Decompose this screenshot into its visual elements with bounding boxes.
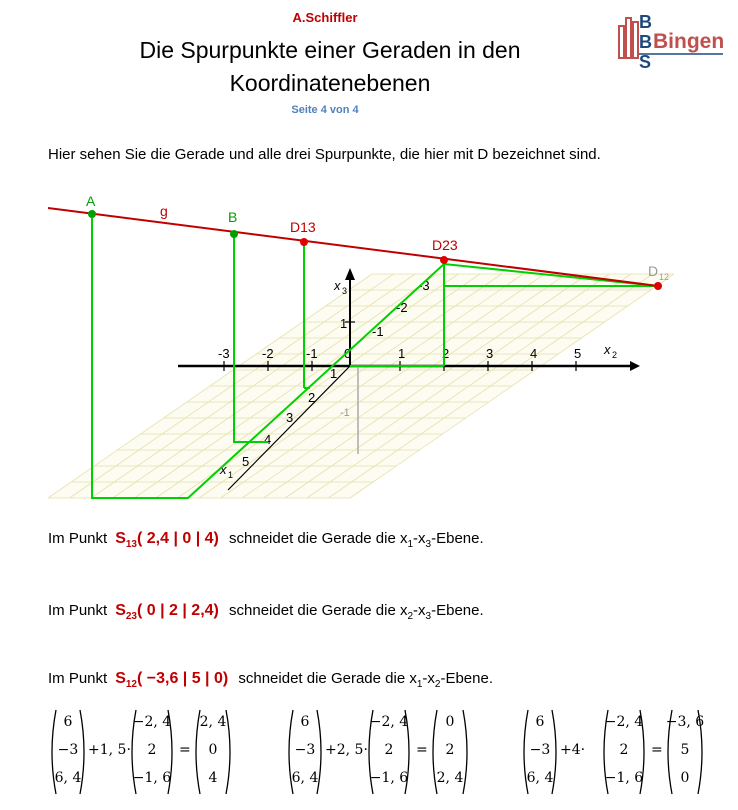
logo-letter-b2: B: [639, 32, 652, 52]
label-g: g: [160, 203, 168, 219]
diag-tick: -2: [396, 300, 408, 315]
result-prefix: Im Punkt: [48, 530, 108, 547]
vector-entry: 6, 4: [526, 770, 554, 786]
x2-tick: 5: [574, 346, 582, 361]
result-row-s13: Im Punkt $S_{13}$( 2,4 | 0 | 4) schneidet die Gerade die $x_1-x_3$-Ebene.: [48, 530, 484, 551]
x2-tick: 0: [344, 346, 352, 361]
equation-3: [520, 708, 730, 796]
equals-sign: =: [179, 742, 191, 758]
title-line-1: Die Spurpunkte einer Geraden in den: [139, 37, 521, 63]
point-d13: [300, 238, 308, 246]
x3-tick-negative: -1: [340, 407, 350, 419]
page-number: Seite 4 von 4: [291, 104, 359, 116]
equals-sign: =: [651, 742, 663, 758]
vector-entry: −3, 6: [665, 714, 705, 730]
vector-entry: −1, 6: [604, 770, 644, 786]
result-row-s12: Im Punkt $S_{12}( -3,6$ | 5 | 0) schneidet die Gerade die $x_1-x_2$-Ebene.: [48, 670, 493, 691]
x2-axis-label-sub: 2: [612, 350, 618, 360]
vector-entry: −2, 4: [369, 714, 409, 730]
result-text: schneidet die Gerade die x: [229, 602, 408, 619]
point-s12: $S_{12}( -3,6$ | 5 | 0): [115, 670, 229, 691]
x1-tick: 3: [286, 410, 294, 425]
equals-sign: =: [416, 742, 428, 758]
label-d13: D13: [290, 219, 316, 235]
vector-entry: 0: [208, 742, 218, 758]
label-d12: D: [648, 263, 659, 279]
vector: [520, 708, 560, 796]
result-text: schneidet die Gerade die x: [238, 670, 417, 687]
vector-entry: 2: [147, 742, 157, 758]
vector-entry: 4: [208, 770, 218, 786]
x2-tick: 4: [530, 346, 538, 361]
vector-entry: 2, 4: [436, 770, 464, 786]
x2-tick: -1: [306, 346, 318, 361]
point-b: [230, 230, 238, 238]
vector: [192, 708, 234, 796]
intro-text: Hier sehen Sie die Gerade und alle drei Spurpunkte, die hier mit D bezeichnet sind.: [48, 146, 601, 163]
x3-tick: 1: [340, 316, 348, 331]
x1-axis-label: x: [220, 462, 227, 477]
vector-entry: −1, 6: [132, 770, 172, 786]
spurpunkte-figure: [48, 190, 674, 500]
vector: [664, 708, 706, 796]
x2-tick: 3: [486, 346, 494, 361]
vector-entry: −2, 4: [132, 714, 172, 730]
vector-entry: 2: [384, 742, 394, 758]
diag-tick: -1: [372, 324, 384, 339]
vector-entry: −1, 6: [369, 770, 409, 786]
x3-axis-label: x: [334, 278, 341, 293]
vector-entry: 2: [619, 742, 629, 758]
x2-tick: 1: [398, 346, 406, 361]
equation-1: [48, 708, 258, 796]
point-s13: $S_{13}$( 2,4 | 0 | 4): [115, 530, 219, 551]
label-d12-sub: 12: [659, 272, 670, 282]
vector: [285, 708, 325, 796]
logo-letter-b1: B: [639, 12, 652, 32]
operator: +4·: [560, 742, 586, 758]
x1-tick: 1: [330, 366, 338, 381]
vector-entry: 6: [63, 714, 73, 730]
point-a: [88, 210, 96, 218]
vector-entry: 0: [680, 770, 690, 786]
logo-text: Bingen: [653, 30, 725, 53]
vector: [429, 708, 471, 796]
vector-entry: 6, 4: [54, 770, 82, 786]
vector-entry: −3: [57, 742, 79, 758]
x2-axis-label: x: [604, 342, 611, 357]
x2-tick: -3: [218, 346, 230, 361]
title-line-2: Koordinatenebenen: [229, 70, 431, 96]
line-g: [48, 208, 658, 286]
vector-entry: −3: [529, 742, 551, 758]
point-d23: [440, 256, 448, 264]
author: A.Schiffler: [292, 10, 358, 25]
vector-entry: 5: [680, 742, 690, 758]
vector: [600, 708, 648, 796]
result-prefix: Im Punkt: [48, 602, 108, 619]
label-a: A: [86, 193, 96, 209]
vector-entry: −2, 4: [604, 714, 644, 730]
bbs-bingen-logo: [615, 12, 725, 72]
vector: [48, 708, 88, 796]
x2-tick: -2: [262, 346, 274, 361]
x3-axis-label-sub: 3: [342, 286, 348, 296]
diag-tick: -3: [418, 278, 430, 293]
operator: +1, 5·: [88, 742, 131, 758]
point-s23: $S_{23}$( 0 | 2 | 2,4): [115, 602, 219, 623]
vector-entry: 6, 4: [291, 770, 319, 786]
vector: [365, 708, 413, 796]
x1-axis-label-sub: 1: [228, 470, 234, 480]
label-b: B: [228, 209, 238, 225]
vector-entry: 2, 4: [199, 714, 227, 730]
result-row-s23: Im Punkt $S_{23}$( 0 | 2 | 2,4) schneidet die Gerade die $x_2-x_3$-Ebene.: [48, 602, 484, 623]
result-prefix: Im Punkt: [48, 670, 108, 687]
operator: +2, 5·: [325, 742, 368, 758]
x1-tick: 5: [242, 454, 250, 469]
vector-entry: 2: [445, 742, 455, 758]
vector-entry: −3: [294, 742, 316, 758]
vector: [128, 708, 176, 796]
vector-entry: 6: [535, 714, 545, 730]
equation-2: [285, 708, 495, 796]
logo-letter-s: S: [639, 52, 652, 72]
x2-tick: 2: [442, 346, 450, 361]
label-d23: D23: [432, 237, 458, 253]
point-d12: [654, 282, 662, 290]
x1-tick: 2: [308, 390, 316, 405]
x1-tick: 4: [264, 432, 272, 447]
page-title: [20, 34, 640, 100]
result-text: schneidet die Gerade die x: [229, 530, 408, 547]
vector-entry: 6: [300, 714, 310, 730]
vector-entry: 0: [445, 714, 455, 730]
